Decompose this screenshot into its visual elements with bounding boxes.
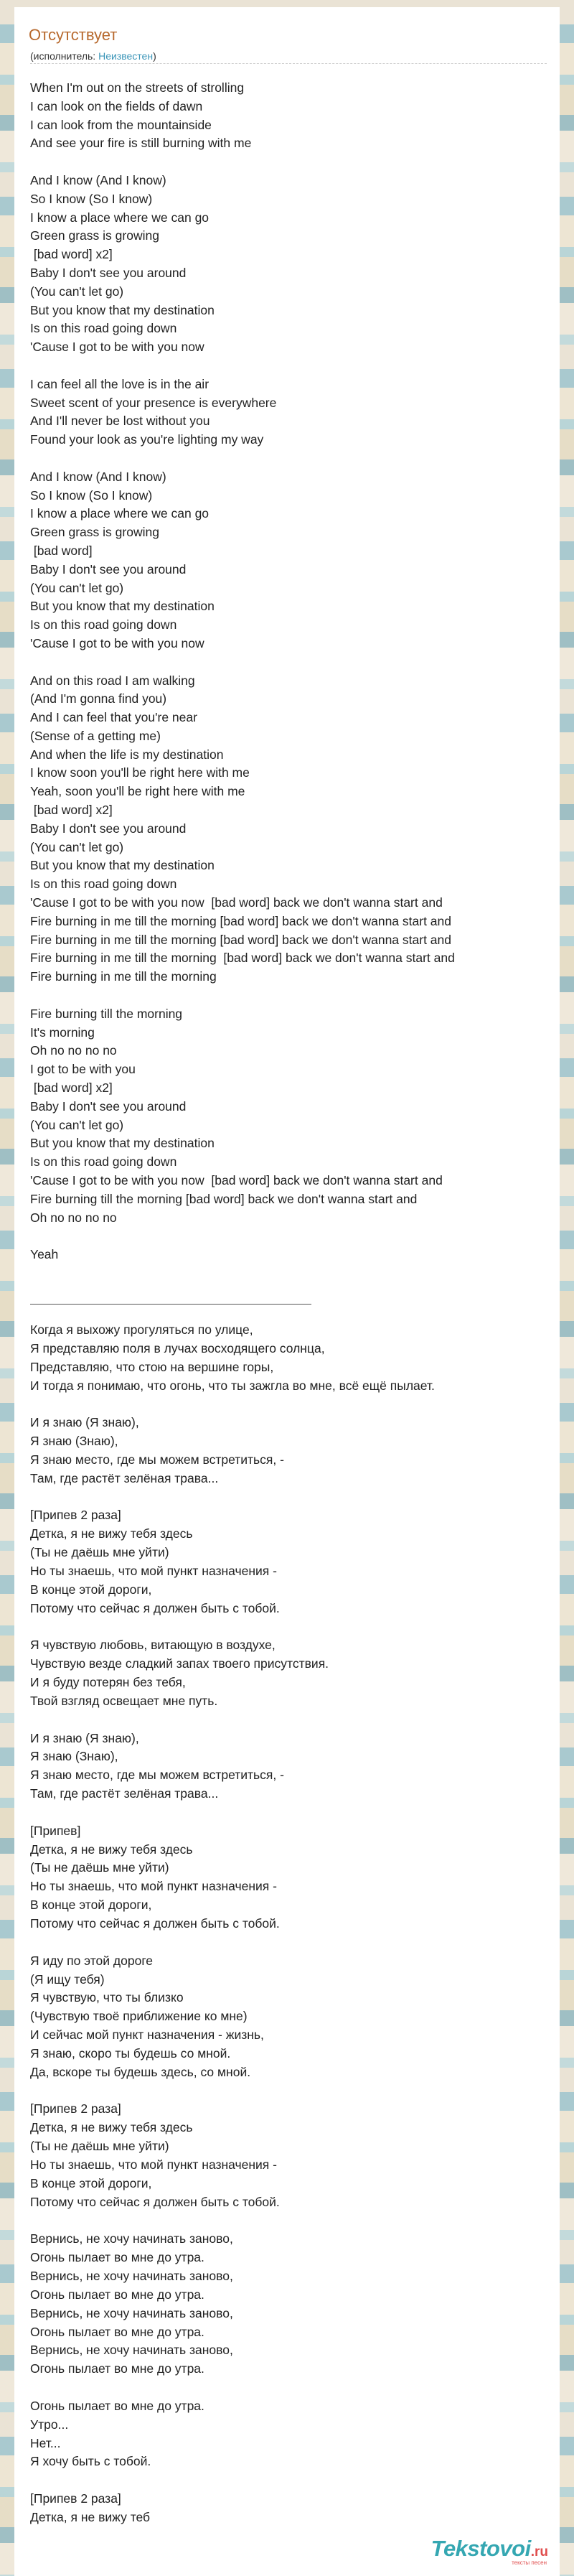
site-logo[interactable] [431, 2536, 548, 2566]
song-title: Отсутствует [29, 26, 118, 44]
lyrics-translation: Когда я выхожу прогуляться по улице, Я представляю поля в лучах восходящего солнца, Представляю, что стою на вершине горы, И тогда я понимаю, что огонь, что ты зажгла во мне, всё ещё пылает. И я знаю (Я знаю), Я знаю (Знаю), Я знаю место, где мы можем встретиться, - Там, где растёт зелёная трава... [Припев 2 раза] Детка, я не вижу тебя здесь (Ты не даёшь мне уйти) Но ты знаешь, что мой пункт назначения - В конце этой дороги, Потому что сейчас я должен быть с тобой. Я чувствую любовь, витающую в воздухе, Чувствую везде сладкий запах твоего присутствия. И я буду потерян без тебя, Твой взгляд освещает мне путь. И я знаю (Я знаю), Я знаю (Знаю), Я знаю место, где мы можем встретиться, - Там, где растёт зелёная трава... [Припев] Детка, я не вижу тебя здесь (Ты не даёшь мне уйти) Но ты знаешь, что мой пункт назначения - В конце этой дороги, Потому что сейчас я должен быть с тобой. Я иду по этой дороге (Я ищу тебя) Я чувствую, что ты близко (Чувствую твоё приближение ко мне) И сейчас мой пункт назначения - жизнь, Я знаю, скоро ты будешь со мной. Да, вскоре ты будешь здесь, со мной. [Припев 2 раза] Детка, я не вижу тебя здесь (Ты не даёшь мне уйти) Но ты знаешь, что мой пункт назначения - В конце этой дороги, Потому что сейчас я должен быть с тобой. Вернись, не хочу начинать заново, Огонь пылает во мне до утра. Вернись, не хочу начинать заново, Огонь пылает во мне до утра. Вернись, не хочу начинать заново, Огонь пылает во мне до утра. Вернись, не хочу начинать заново, Огонь пылает во мне до утра. Огонь пылает во мне до утра. Утро... Нет... Я хочу быть с тобой. [Припев 2 раза] Детка, я не вижу теб [30, 1322, 435, 2524]
artist-suffix: ) [153, 50, 156, 62]
lyrics-original: When I'm out on the streets of strolling I can look on the fields of dawn I can look from the mountainside And see your fire is still burning with me And I know (And I know) So I know (So I know) I know a place where we can go Green grass is growing [bad word] x2] Baby I don't see you around (You can't let go) But you know that my destination Is on this road going down 'Cause I got to be with you now I can feel all the love is in the air Sweet scent of your presence is everywhere And I'll never be lost without you Found your look as you're lighting my way And I know (And I know) So I know (So I know) I know a place where we can go Green grass is growing [bad word] Baby I don't see you around (You can't let go) But you know that my destination Is on this road going down 'Cause I got to be with you now And on this road I am walking (And I'm gonna find you) And I can feel that you're near (Sense of a getting me) And when the life is my destination I know soon you'll be right here with me Yeah, soon you'll be right here with me [bad word] x2] Baby I don't see you around (You can't let go) But you know that my destination Is on this road going down 'Cause I got to be with you now [bad word] back we don't wanna start and Fire burning in me till the morning [bad word] back we don't wanna start and Fire burning in me till the morning [bad word] back we don't wanna start and Fire burning in me till the morning [bad word] back we don't wanna start and Fire burning in me till the morning Fire burning till the morning It's morning Oh no no no no I got to be with you [bad word] x2] Baby I don't see you around (You can't let go) But you know that my destination Is on this road going down 'Cause I got to be with you now [bad word] back we don't wanna start and Fire burning till the morning [bad word] back we don't wanna start and Oh no no no no Yeah [30, 80, 455, 1262]
translation-divider [30, 1304, 311, 1305]
logo-tld: .ru [530, 2544, 548, 2559]
artist-line [30, 50, 547, 64]
logo-name: Tekstovoi [430, 2536, 531, 2561]
lyrics-page [14, 7, 560, 2576]
artist-prefix: (исполнитель: [30, 50, 99, 62]
logo-tagline: тексты песен [512, 2559, 547, 2566]
artist-link[interactable]: Неизвестен [98, 50, 154, 62]
